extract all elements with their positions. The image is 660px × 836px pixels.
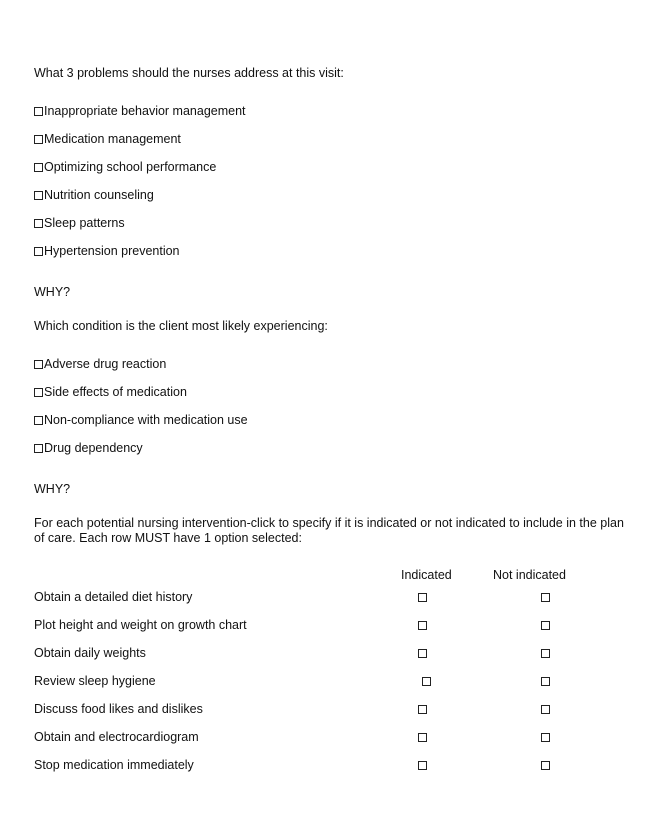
checkbox[interactable] bbox=[34, 444, 43, 453]
checkbox[interactable] bbox=[34, 163, 43, 172]
not-indicated-checkbox[interactable] bbox=[541, 761, 550, 770]
checkbox[interactable] bbox=[34, 388, 43, 397]
q2-why-label: WHY? bbox=[34, 482, 71, 496]
indicated-checkbox[interactable] bbox=[418, 593, 427, 602]
intervention-row-label: Obtain a detailed diet history bbox=[34, 590, 193, 604]
checkbox[interactable] bbox=[34, 191, 43, 200]
q2-prompt: Which condition is the client most likely experiencing: bbox=[34, 319, 328, 333]
indicated-checkbox[interactable] bbox=[418, 705, 427, 714]
indicated-checkbox[interactable] bbox=[422, 677, 431, 686]
col-header-not-indicated: Not indicated bbox=[493, 568, 566, 582]
not-indicated-checkbox[interactable] bbox=[541, 733, 550, 742]
option-label: Hypertension prevention bbox=[44, 244, 180, 258]
q2-option[interactable] bbox=[34, 441, 143, 456]
not-indicated-checkbox[interactable] bbox=[541, 705, 550, 714]
q1-option[interactable] bbox=[34, 104, 246, 119]
checkbox[interactable] bbox=[34, 107, 43, 116]
indicated-checkbox[interactable] bbox=[418, 761, 427, 770]
not-indicated-checkbox[interactable] bbox=[541, 593, 550, 602]
col-header-indicated: Indicated bbox=[401, 568, 452, 582]
option-label: Inappropriate behavior management bbox=[44, 104, 246, 118]
option-label: Drug dependency bbox=[44, 441, 143, 455]
q1-option[interactable] bbox=[34, 160, 216, 175]
indicated-checkbox[interactable] bbox=[418, 733, 427, 742]
option-label: Adverse drug reaction bbox=[44, 357, 167, 371]
intervention-row-label: Stop medication immediately bbox=[34, 758, 194, 772]
q1-option[interactable] bbox=[34, 132, 181, 147]
q1-prompt: What 3 problems should the nurses address at this visit: bbox=[34, 66, 344, 80]
option-label: Non-compliance with medication use bbox=[44, 413, 248, 427]
checkbox[interactable] bbox=[34, 360, 43, 369]
checkbox[interactable] bbox=[34, 416, 43, 425]
q1-option[interactable] bbox=[34, 188, 154, 203]
q2-option[interactable] bbox=[34, 413, 248, 428]
intervention-row-label: Review sleep hygiene bbox=[34, 674, 156, 688]
q3-prompt: For each potential nursing intervention-click to specify if it is indicated or not indicated to include in the plan of care. Each row MUST have 1 option selected: bbox=[34, 516, 624, 545]
intervention-row-label: Obtain daily weights bbox=[34, 646, 146, 660]
not-indicated-checkbox[interactable] bbox=[541, 677, 550, 686]
indicated-checkbox[interactable] bbox=[418, 621, 427, 630]
not-indicated-checkbox[interactable] bbox=[541, 649, 550, 658]
indicated-checkbox[interactable] bbox=[418, 649, 427, 658]
option-label: Nutrition counseling bbox=[44, 188, 154, 202]
checkbox[interactable] bbox=[34, 135, 43, 144]
q1-option[interactable] bbox=[34, 216, 125, 231]
option-label: Medication management bbox=[44, 132, 181, 146]
q2-option[interactable] bbox=[34, 385, 187, 400]
intervention-row-label: Discuss food likes and dislikes bbox=[34, 702, 203, 716]
intervention-row-label: Obtain and electrocardiogram bbox=[34, 730, 199, 744]
intervention-row-label: Plot height and weight on growth chart bbox=[34, 618, 247, 632]
q2-option[interactable] bbox=[34, 357, 166, 372]
not-indicated-checkbox[interactable] bbox=[541, 621, 550, 630]
option-label: Sleep patterns bbox=[44, 216, 125, 230]
q1-option[interactable] bbox=[34, 244, 180, 259]
checkbox[interactable] bbox=[34, 247, 43, 256]
checkbox[interactable] bbox=[34, 219, 43, 228]
q1-why-label: WHY? bbox=[34, 285, 71, 299]
option-label: Side effects of medication bbox=[44, 385, 187, 399]
option-label: Optimizing school performance bbox=[44, 160, 217, 174]
